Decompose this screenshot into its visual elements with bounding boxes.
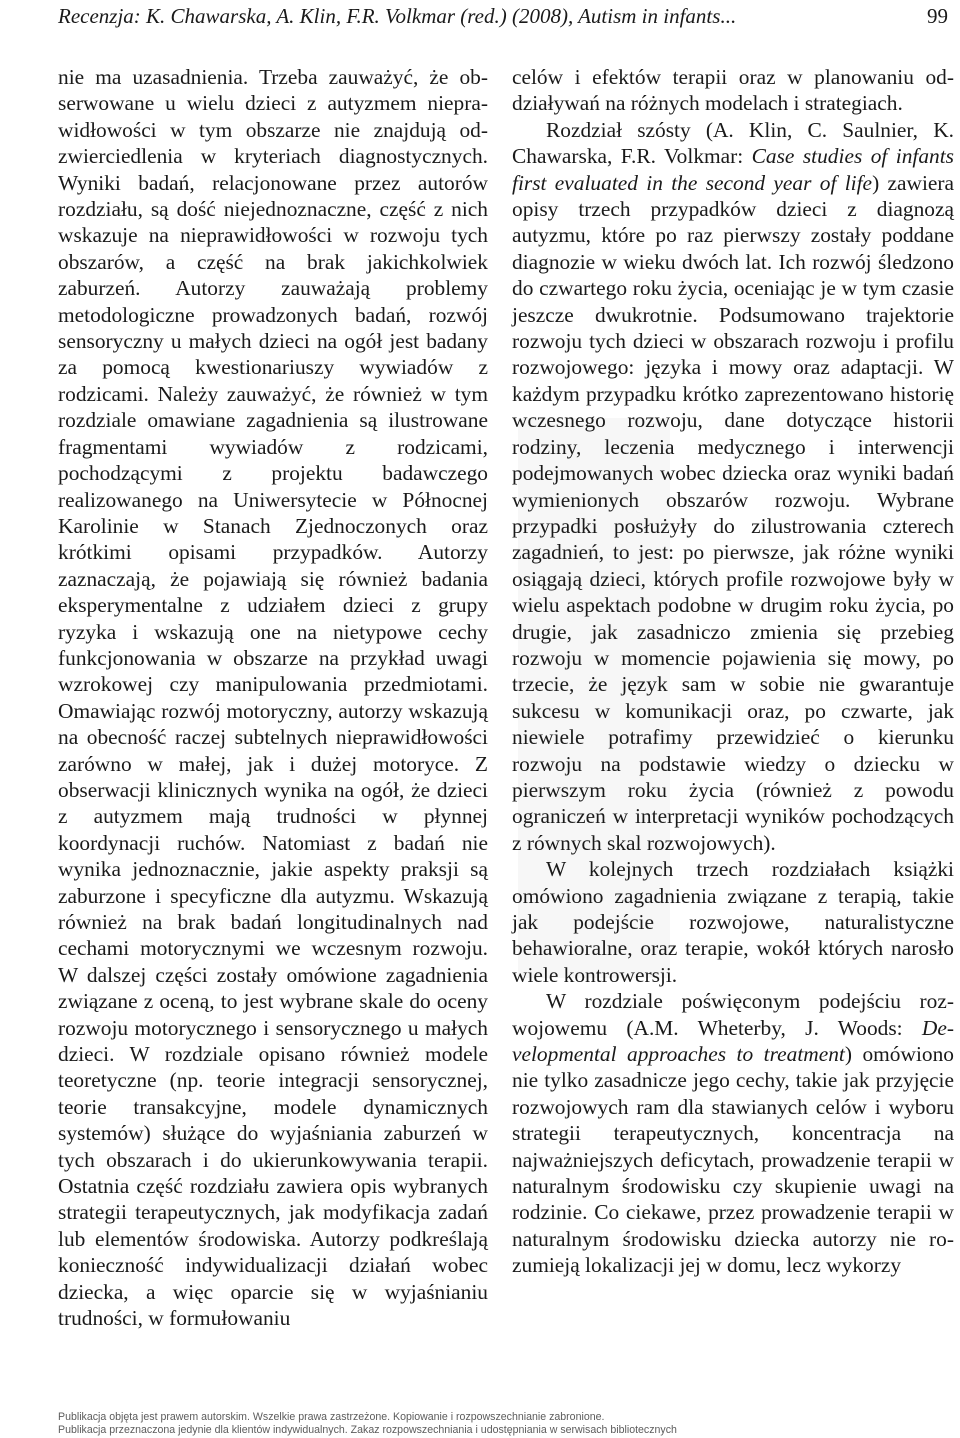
paragraph-2-text-a: Rozdział szósty (A. Klin, C. Saulnier, K. Chawarska, F.R. Volkmar: xyxy=(512,117,954,169)
running-header xyxy=(58,4,954,38)
footer-line-1: Publikacja objęta jest prawem autorskim. Wszelkie prawa zastrzeżone. Kopiowanie i rozpowszechnianie zabronione. xyxy=(58,1411,605,1423)
paragraph-2-text-b: ) zawiera opisy trzech przypadków dzieci z diagnozą autyzmu, które po raz pierwszy zostały poddane diagnozie w wieku dwóch lat. Ich rozwój śledzono do czwartego roku życia, oceniając je w tym czasie jeszcze dwukrotnie. Podsumowano trajektorie rozwoju tych dzieci w obszarach rozwoju i profilu rozwojowego: języka i mowy oraz adaptacji. W każdym przypadku krótko zaprezentowano historię wczesnego rozwoju, dane dotyczące historii rodziny, leczenia medycznego i interwencji podejmowanych wobec dziecka oraz wyniki badań wymienionych obszarów rozwoju. Wybrane przypadki posłużyły do zilustrowania czterech zagadnień, to jest: po pierwsze, jak różne wyniki osiągają dzieci, których profile rozwojowe były w wielu aspektach podobne w drugim roku życia, po drugie, jak zasadniczo zmienia się przebieg rozwoju w momencie pojawienia się mowy, po trzecie, że język sam w sobie nie gwarantuje sukcesu w komunikacji oraz, po czwarte, jak niewiele potrafimy przewidzieć o kierunku rozwoju na podstawie wiedzy o dziecku w pierwszym roku życia (również z powodu ograniczeń w interpretacji wyników pochodzących z równych skal rozwojowych). xyxy=(512,170,955,855)
page-number: 99 xyxy=(927,4,948,28)
chapter-title-developmental-approaches: Developmental approaches to treatment xyxy=(512,1015,954,1067)
footer-line-2: Publikacja przeznaczona jedynie dla klientów indywidualnych. Zakaz rozpowszechniania i udostępniania w serwisach bibliotecznych xyxy=(58,1423,677,1436)
left-column xyxy=(58,64,488,1332)
paragraph-4-text-b: ) omówiono nie tylko zasadnicze jego cechy, takie jak przyjęcie rozwojowych ram dla stawianych celów i wyboru strategii terapeutycznych, koncentracja na najważniejszych deficytach, prowadzenie terapii w naturalnym środowisku czy skupienie uwagi na rodzinie. Co ciekawe, przez prowadzenie terapii w naturalnym środowisku dziecka autorzy nie rozumieją lokalizacji jej w domu, lecz wykorzy xyxy=(512,1042,954,1278)
copyright-footer xyxy=(58,1411,954,1436)
running-title: Recenzja: K. Chawarska, A. Klin, F.R. Volkmar (red.) (2008), Autism in infants... xyxy=(58,4,737,28)
right-paragraph-3: W kolejnych trzech rozdziałach książki omówiono zagadnienia związane z terapią, takie jak podejście rozwojowe, naturalistyczne behawioralne, oraz terapie, wokół których narosło wiele kontrowersji. xyxy=(512,857,954,987)
chapter-title-case-studies: Case studies of infants first evaluated in the second year of life xyxy=(512,144,954,195)
right-column xyxy=(512,64,954,1279)
right-paragraph-1: celów i efektów terapii oraz w planowaniu oddziaływań na różnych modelach i strategiach. xyxy=(512,65,954,116)
paragraph-4-text-a: W rozdziale poświęconym podejściu rozwojowemu (A.M. Wheterby, J. Woods: xyxy=(512,989,954,1040)
right-paragraph-4 xyxy=(512,988,954,1278)
right-paragraph-2 xyxy=(512,117,954,856)
left-paragraph-1: nie ma uzasadnienia. Trzeba zauważyć, że obserwowane u wielu dzieci z autyzmem nieprawidłowości w tym obszarze nie znajdują odzwierciedlenia w kryteriach diagnostycznych. Wyniki badań, relacjonowane przez autorów rozdziału, są dość niejednoznaczne, część z nich wskazuje na nieprawidłowości w rozwoju tych obszarów, a część na brak jakichkolwiek zaburzeń. Autorzy zauważają problemy metodologiczne prowadzonych badań, rozwój sensoryczny u małych dzieci na ogół jest badany za pomocą kwestionariuszy wywiadów z rodzicami. Należy zauważyć, że również w tym rozdziale omawiane zagadnienia są ilustrowane fragmentami wywiadów z rodzicami, pochodzącymi z projektu badawczego realizowanego na Uniwersytecie w Północnej Karolinie w Stanach Zjednoczonych oraz krótkimi opisami przypadków. Autorzy zaznaczają, że pojawiają się również badania eksperymentalne z udziałem dzieci z grupy ryzyka i wskazują one na nietypowe cechy funkcjonowania w obszarze na przykład uwagi wzrokowej czy manipulowania przedmiotami. Omawiając rozwój motoryczny, autorzy wskazują na obecność raczej subtelnych nieprawidłowości zarówno w małej, jak i dużej motoryce. Z obserwacji klinicznych wynika na ogół, że dzieci z autyzmem mają trudności w płynnej koordynacji ruchów. Natomiast z badań nie wynika jednoznacznie, jakie aspekty praksji są zaburzone i specyficzne dla autyzmu. Wskazują również na brak badań longitudinalnych nad cechami motorycznymi we wczesnym rozwoju. W dalszej części zostały omówione zagadnienia związane z oceną, to jest wybrane skale do oceny rozwoju motorycznego i sensorycznego u małych dzieci. W rozdziale opisano również modele teoretyczne (np. teorie integracji sensorycznej, teorie transakcyjne, modele dynamicznych systemów) służące do wyjaśniania zaburzeń w tych obszarach i do ukierunkowywania terapii. Ostatnia część rozdziału zawiera opis wybranych strategii terapeutycznych, jak modyfikacja zadań lub elementów środowiska. Autorzy podkreślają konieczność indywidualizacji działań wobec dziecka, a więc oparcie się w wyjaśnianiu trudności, w formułowaniu xyxy=(58,65,488,1331)
